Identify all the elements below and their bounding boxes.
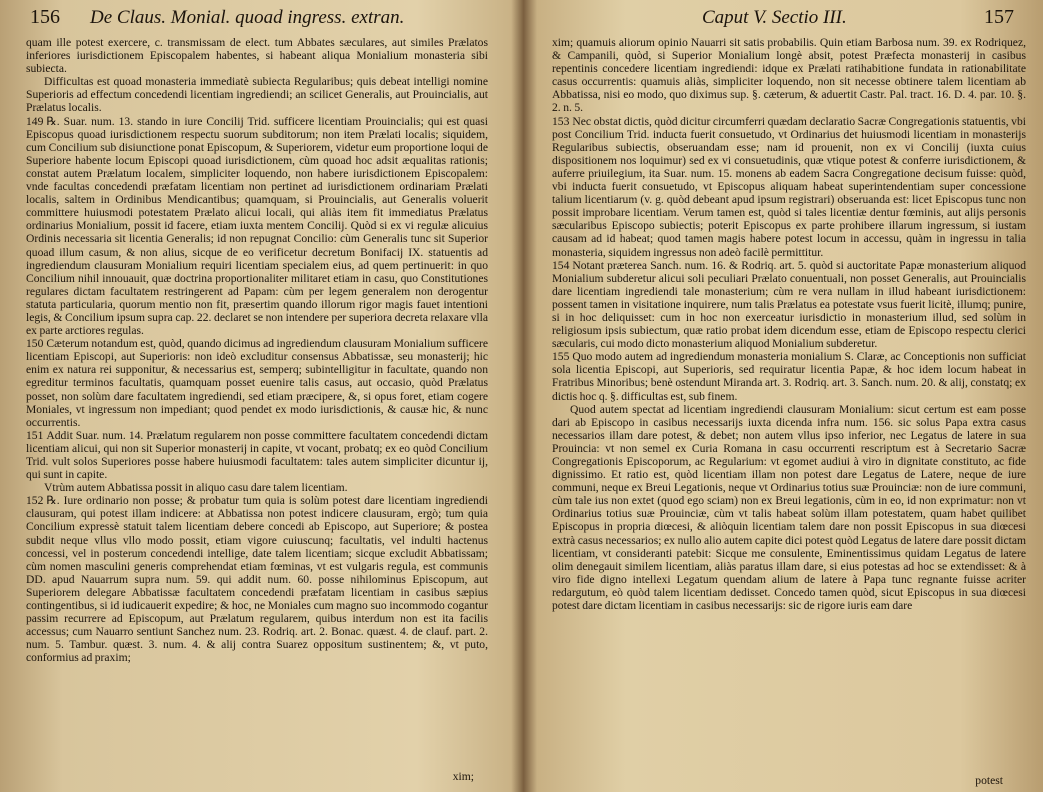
running-head: De Claus. Monial. quoad ingress. extran. (90, 7, 405, 28)
paragraph: Difficultas est quoad monasteria immediatè subiecta Regularibus; quis debeat intelligi nomine Superioris ad effectum concedendi licentiam ingrediendi; an scilicet Generalis, aut Prouincialis, aut Prælatus localis. (26, 75, 488, 115)
paragraph-number: 153 (552, 114, 570, 128)
page-number: 157 (984, 6, 1014, 28)
paragraph: 149 ℞. Suar. num. 13. stando in iure Concilij Trid. sufficere licentiam Prouincialis; qui est quasi Episcopus quoad iurisdictionem respectu suorum subditorum; non item Prælati localis; siquidem, cum Concilium sub disiunctione ponat Episcopum, & Superiorem, videtur eum proportione loqui de Superiore habente locum Episcopi quoad iurisdictionem, cùm quoad hoc adsit æqualitas rationis; constat autem Prælatum localem, simpliciter loquendo, non habere iurisdictionem Episcopalem: vnde facultas concedendi præfatam licentiam non pertinet ad iurisdictionem ordinariam Prælati localis, saltem in Ordinibus Mendicantibus; quamquam, si Prouincialis, aut Generalis voluerit committere huiusmodi potestatem Prælato alicui locali, qui aliàs item fit immediatus Prælatus ordinarius Monialium, possit id facere, etiam iuxta mentem Concilij. Quòd si ex vi regulæ alicuius Ordinis necessaria sit licentia Generalis; id non repugnat Concilio: cùm Generalis tunc sit Superior quoad illum casum, & non alius, sicque de eo verificetur decretum Bonifacij IX. statuentis ad ingrediendum clausuram Monialium requiri licentiam specialem eius, ad quem pertinuerit: in quo Concilium nihil innouauit, quæ doctrina proportionaliter militaret etiam in casu, quo Constitutiones regulares dictam facultatem restringerent ad Papam: cùm per legem generalem non derogentur statuta particularia, quorum mentio non fit, præsertim quando illorum rigor magis fauet intentioni legis, & Concilium ipsum supra cap. 22. declaret se non intendere per superiora decreta relaxare vlla ex parte arctiores regulas. (26, 114, 488, 338)
paragraph: 150 Cæterum notandum est, quòd, quando dicimus ad ingrediendum clausuram Monialium sufficere licentiam Episcopi, aut Superioris: non ideò excluditur consensus Abbatissæ, seu monasterij; hic enim ex natura rei supponitur, & necessarius est, semperq; subintelligitur in facultate, quando non egreditur terminos facultatis, quamquam posset euenire talis casus, aut occasio, quòd Prælatus posset, non solùm dare facultatem ingrediendi, sed etiam præcipere, &, si opus foret, etiam cogere Moniales, vt ingressum non impediant; quod pendet ex modo iurisdictionis, & causæ hic, & nunc occurrentis. (26, 337, 488, 429)
paragraph-number: 149 (26, 114, 44, 128)
right-page (522, 0, 1043, 792)
paragraph-number: 154 (552, 258, 570, 272)
paragraph: 153 Nec obstat dictis, quòd dicitur circumferri quædam declaratio Sacræ Congregationis statuentis, vbi post Concilium Trid. inducta fuerit consuetudo, vt Ordinarius det huiusmodi licentiam in monasterijs Regularibus subiectis, obseruandam esse; nam id prouenit, non ex vi Concilij (iuxta cuius dispositionem nos loquimur) sed ex vi consuetudinis, quæ vtique potest & conferre iurisdictionem, & auferre priuilegium, ita Suar. num. 15. monens ab eadem Sacra Congregatione decisum fuisse: quòd, vbi inducta fuerit consuetudo, vt Episcopus aliquam habeat superintendentiam super concessione talium licentiarum (v. g. quòd debeant apud ipsum registrari) obseruanda est: licet Episcopus tunc non possit improbare licentiam. Verum tamen est, quòd si tales licentiæ dentur fœminis, aut alijs personis sæcularibus Episcopo subiectis; poterit Episcopus ex parte prohibere illarum ingressum, si iustam causam ad id habeat; quod tamen magis habere potest locum in accessu, quàm in ingressu in talia monasteria, siquidem ingressus non adeò facilè permittitur. (552, 114, 1026, 259)
paragraph: 151 Addit Suar. num. 14. Prælatum regularem non posse committere facultatem concedendi dictam licentiam alicui, qui non sit Superior monasterij in capite, vt vocant, probatq; ex eo quòd Concilium Trid. vult solos Superiores posse habere huiusmodi facultatem: tales autem simpliciter dicuntur ij, qui sunt in capite. (26, 428, 488, 482)
catchword: potest (975, 774, 1003, 787)
paragraph: 154 Notant præterea Sanch. num. 16. & Rodriq. art. 5. quòd si auctoritate Papæ monasterium aliquod Monialium subderetur alicui soli peculiari Prælato conuentuali, non posset Generalis, aut Prouincialis dare licentiam ingrediendi tale monasterium; cùm re vera nullam in illud habeant iurisdictionem: possent tamen in visitatione inquirere, num talis Prælatus ea potestate vsus fuerit licitè, illumq; punire, si in hoc deliquisset: cum in hoc non exerceatur iurisdictio in monasterium illud, sed solùm in religiosum ipsis subiectum, quæ ratio probat idem dicendum esse, etiam de Episcopo respectu clerici sæcularis, cui modo dicto monasterium aliquod Monialium subderetur. (552, 258, 1026, 351)
catchword: xim; (452, 770, 474, 783)
paragraph-number: 152 (26, 494, 44, 508)
paragraph: quam ille potest exercere, c. transmissam de elect. tum Abbates sæculares, aut similes Prælatos inferiores iurisdictionem Episcopalem habentes, si habeant aliqua Monialium monasteria sibi subiecta. (26, 36, 488, 76)
paragraph: Quod autem spectat ad licentiam ingrediendi clausuram Monialium: sicut certum est eam posse dari ab Episcopo in casibus necessarijs iuxta dicenda infra num. 156. sic solus Papa extra casus necessarios illam dare potest, & debet; non autem vllus ipso inferior, nec Legatus de latere in sua Prouincia: vt non semel ex Curia Romana in casu occurrenti rescriptum est à Secretario Sacræ Congregationis Episcoporum, ac Regularium: vt egomet audiui à viro in dignitate constituto, ac fide dignissimo. Et ratio est, quòd licentiam illam non potest dare Legatus de Latere, neque de iure communi, neque ex Breui Legationis, neque vt Ordinarius totius suæ Prouinciæ: non de iure communi, cùm tale ius non extet (quod ego sciam) non ex Breui legationis, cùm in eo, id non exprimatur: non vt Ordinarius totius suæ Prouinciæ, cùm vt talis habeat solùm illam potestatem, quam habet quilibet Episcopus in propria diœcesi, & aliòquin licentiam talem dare non possit Episcopus in sua diœcesi extrà casus necessarios; ex nullo alio autem capite dici potest quòd Legatus de latere dare possit dictam licentiam, vt consideranti patebit: Sicque me consulente, Eminentissimus quidam Legatus de latere olim denegauit similem licentiam, aliàs paratus illam dare, si eius potestas ad hoc se extendisset: & à viro fide digno intellexi Legatum quendam alium de latere à Papa tunc regnante fuisse acriter redargutum, eò quòd talem licentiam dedisset. Concedo tamen quòd, sicut Episcopus in sua diœcesi potest dare dictam licentiam in casibus necessarijs: sic de rigore iuris eam dare (552, 402, 1026, 613)
page-number: 156 (30, 6, 60, 28)
page-body (552, 36, 1026, 612)
paragraph-number: 151 (26, 428, 44, 442)
paragraph: 155 Quo modo autem ad ingrediendum monasteria monialium S. Claræ, ac Conceptionis non sufficiat sola licentia Episcopi, aut Superioris, sed requiratur licentia Papæ, & hoc idem locum habeat in Fratribus Minoribus; benè ostendunt Miranda art. 3. Rodriq. art. 3. Sanch. num. 20. & alij, constatq; ex dictis hoc q. §. difficultas est, sub finem. (552, 350, 1026, 403)
paragraph-number: 150 (26, 337, 44, 351)
page-body (26, 36, 488, 665)
running-head: Caput V. Sectio III. (702, 7, 847, 28)
paragraph: 152 ℞. Iure ordinario non posse; & probatur tum quia is solùm potest dare licentiam ingrediendi clausuram, qui potest illam indicere: at Abbatissa non potest indicere clausuram, ergò; tum quia Concilium expressè statuit talem licentiam debere concedi ab Episcopo, aut Superiore; & postea subdit neque vllus vllo modo possit, etiam vigore cuiuscunq; facultatis, vel indulti hactenus concessi, vel in posterum concedendi intellige, date talem licentiam; sicque excludit Abbatissam; cùm nomen masculini generis comprehendat etiam fœminas, vt est vulgaris regula, est communis DD. apud Nauarrum supra num. 59. qui addit num. 60. posse nihilominus Episcopum, aut Superiorem delegare Abbatissæ facultatem concedendi præfatam licentiam in casibus sæpius contingentibus, si id iudicauerit expedire; & hoc, ne Moniales cum magno suo incommodo cogantur passim recurrere ad Episcopum, aut Prælatum regularem, quibus interdum non est ita facilis accessus; cum Nauarro sentiunt Sanchez num. 23. Rodriq. art. 2. Bonac. quæst. 4. de clauf. part. 2. num. 5. Tambur. quæst. 3. num. 4. & alij contra Suarez oppositum sustinentem; &, vt puto, conformius ad praxim; (26, 494, 488, 665)
left-page (0, 0, 514, 792)
paragraph: xim; quamuis aliorum opinio Nauarri sit satis probabilis. Quin etiam Barbosa num. 39. ex Rodriquez, & Campanili, quòd, si Superior Monialium longè absit, potest Præfecta monasterij in casibus repentinis concedere licentiam ingrediendi: idque ex Prælati ratihabitione fundata in rationabilitate casus occurrentis: quamuis aliàs, simpliciter loquendo, non sit necesse obtinere talem licentiam ab Abbatissa, nisi eo modo, quo diximus sup. §. cæterum, & aduertit Castr. Pal. tract. 16. D. 4. par. 10. §. 2. n. 5. (552, 36, 1026, 115)
paragraph: Vtrùm autem Abbatissa possit in aliquo casu dare talem licentiam. (44, 481, 348, 495)
paragraph-number: 155 (552, 350, 570, 364)
